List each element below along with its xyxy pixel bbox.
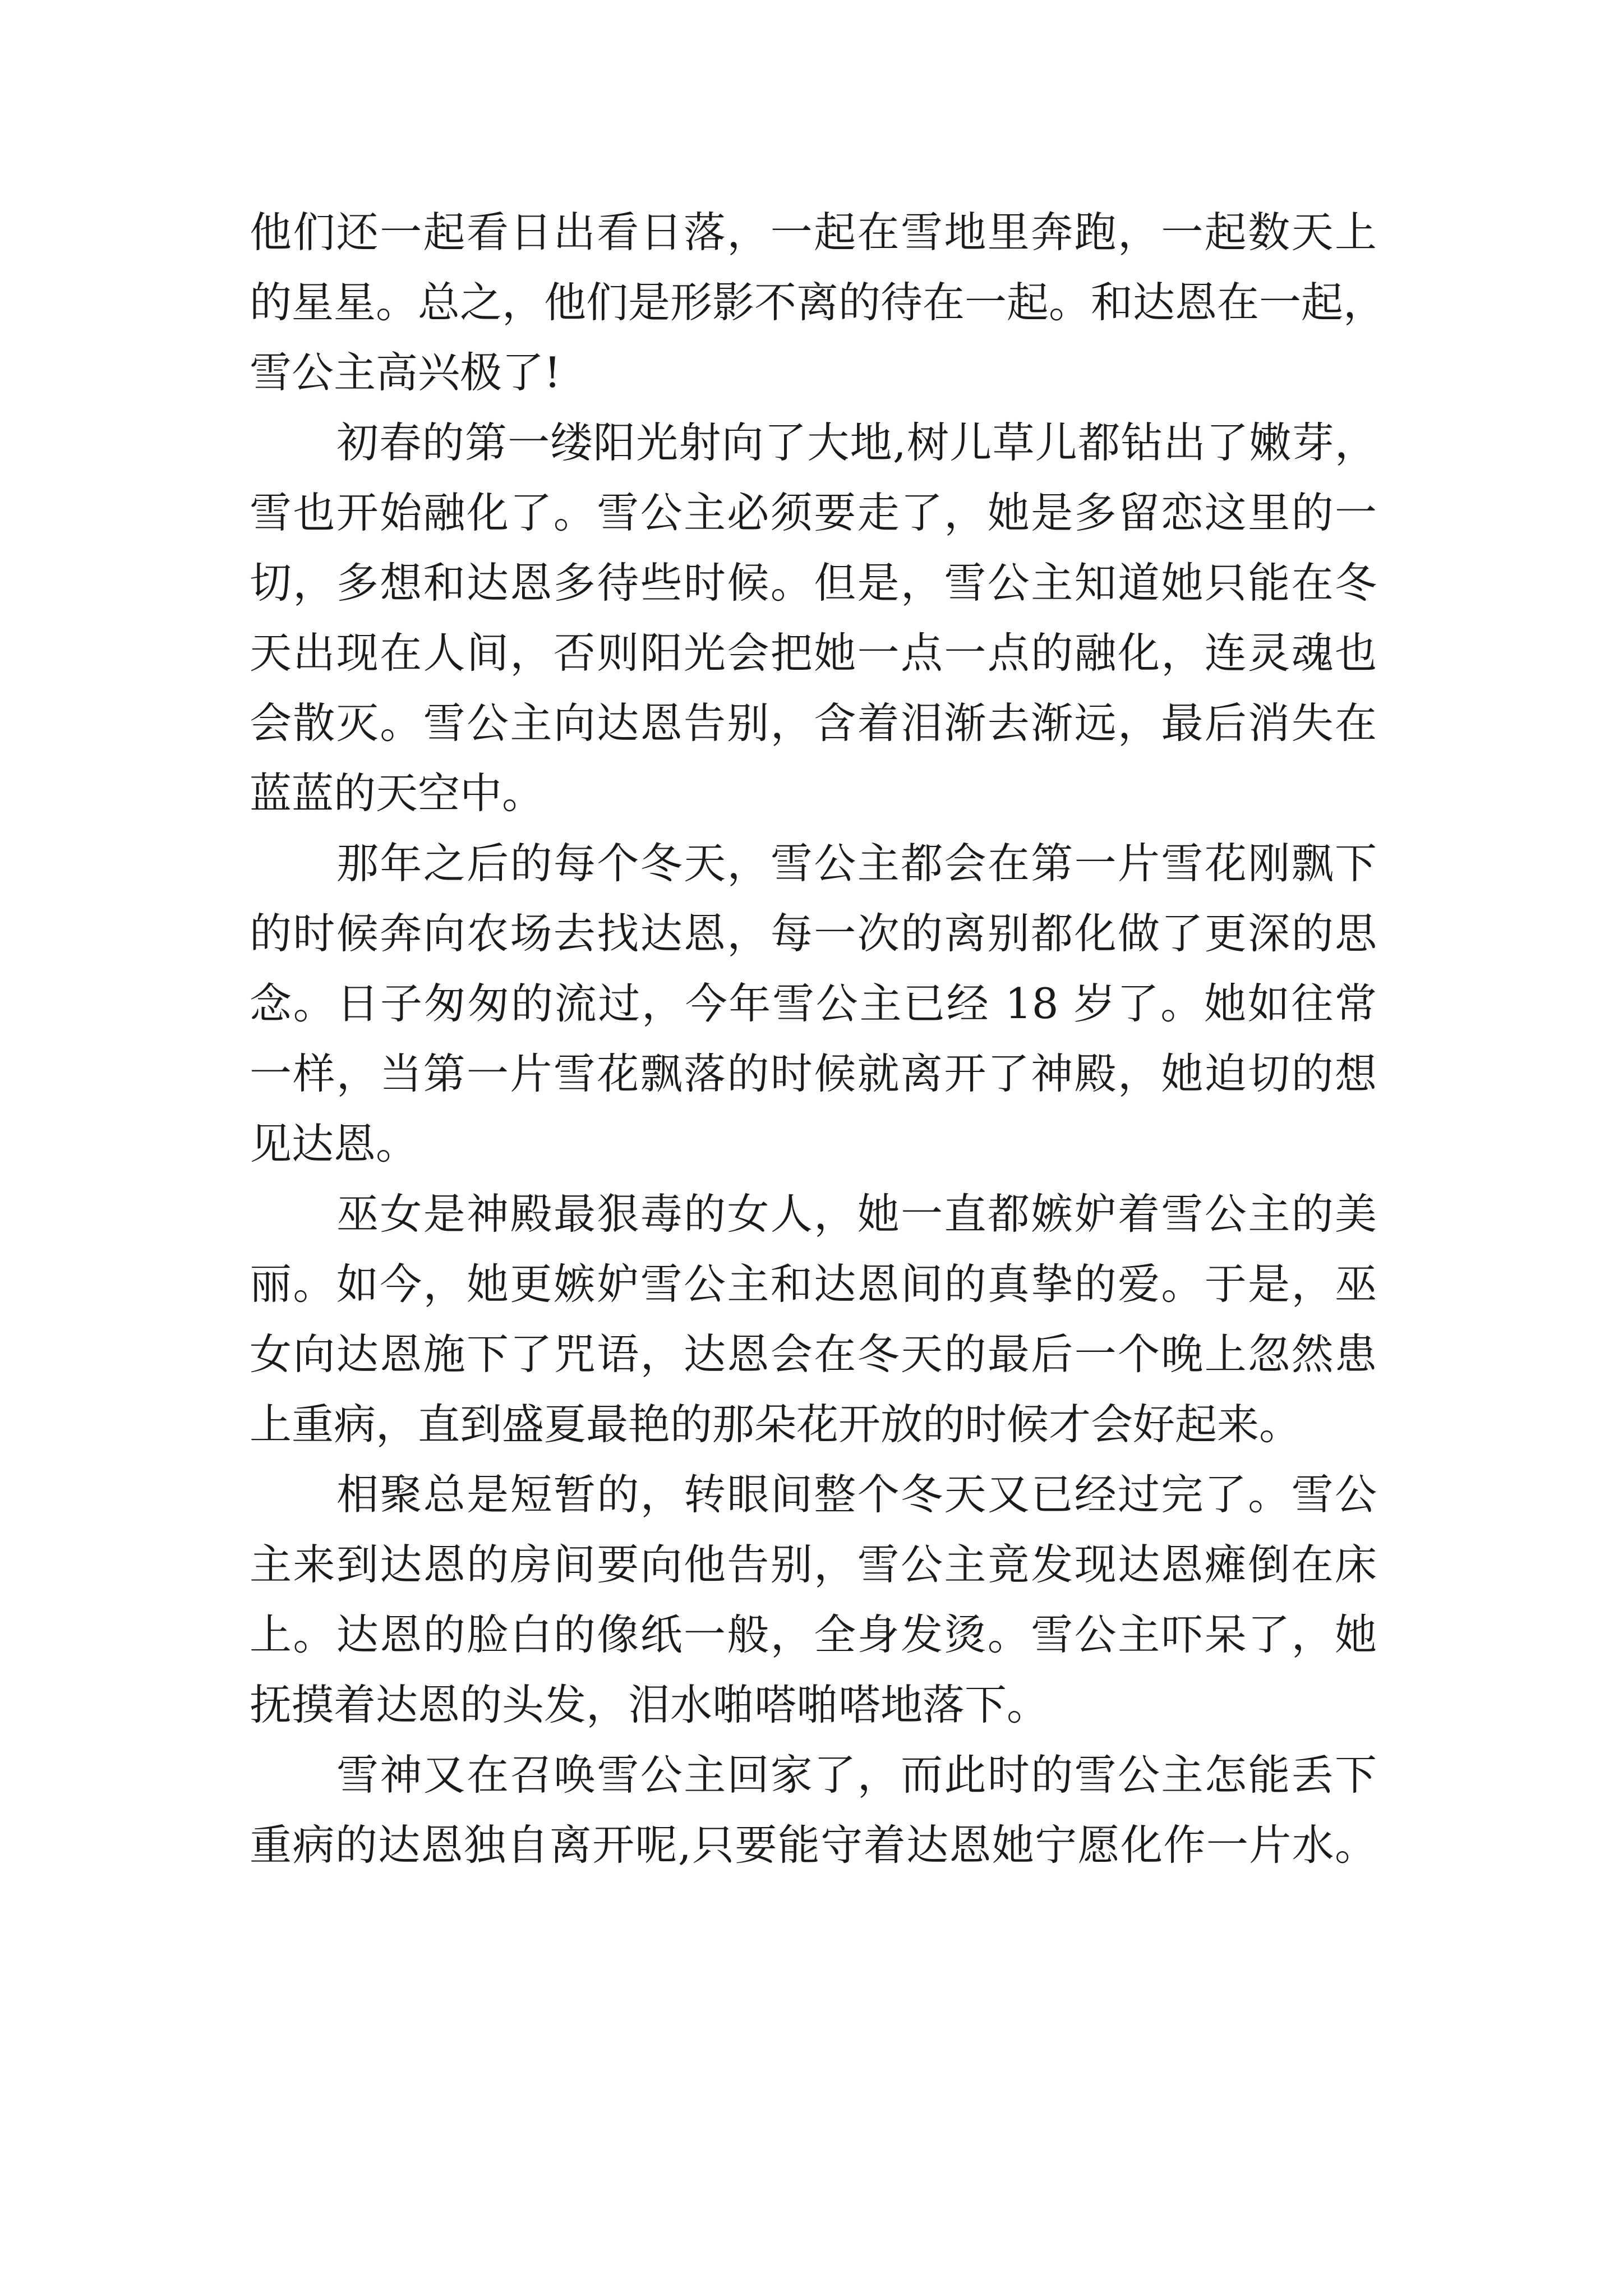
text-line: 的星星。总之，他们是形影不离的待在一起。和达恩在一起，: [250, 278, 1386, 327]
text-line: 天出现在人间，否则阳光会把她一点一点的融化，连灵魂也: [250, 628, 1377, 678]
text-line: 主来到达恩的房间要向他告别，雪公主竟发现达恩瘫倒在床: [250, 1540, 1377, 1589]
text-line: 蓝蓝的天空中。: [250, 769, 545, 818]
text-line: 雪也开始融化了。雪公主必须要走了，她是多留恋这里的一: [250, 488, 1377, 537]
text-line: 会散灭。雪公主向达恩告别，含着泪渐去渐远，最后消失在: [250, 698, 1377, 748]
text-line: 见达恩。: [250, 1119, 418, 1168]
text-line: 一样，当第一片雪花飘落的时候就离开了神殿，她迫切的想: [250, 1049, 1377, 1098]
paragraph-first-line: 初春的第一缕阳光射向了大地,树儿草儿都钻出了嫩芽，: [336, 418, 1377, 467]
text-line: 重病的达恩独自离开呢,只要能守着达恩她宁愿化作一片水。: [250, 1820, 1377, 1870]
story-text: [250, 197, 1386, 1880]
paragraph-first-line: 雪神又在召唤雪公主回家了，而此时的雪公主怎能丢下: [336, 1750, 1377, 1800]
paragraph-first-line: 巫女是神殿最狠毒的女人，她一直都嫉妒着雪公主的美: [336, 1189, 1377, 1239]
text-line: 上。达恩的脸白的像纸一般，全身发烫。雪公主吓呆了，她: [250, 1610, 1377, 1659]
text-line: 上重病，直到盛夏最艳的那朵花开放的时候才会好起来。: [250, 1400, 1302, 1449]
text-line: 抚摸着达恩的头发，泪水啪嗒啪嗒地落下。: [250, 1680, 1049, 1729]
text-line: 念。日子匆匆的流过，今年雪公主已经 18 岁了。她如往常: [250, 979, 1377, 1028]
text-line: 他们还一起看日出看日落，一起在雪地里奔跑，一起数天上: [250, 208, 1377, 257]
text-line: 丽。如今，她更嫉妒雪公主和达恩间的真挚的爱。于是，巫: [250, 1259, 1377, 1309]
text-line: 的时候奔向农场去找达恩，每一次的离别都化做了更深的思: [250, 909, 1377, 958]
text-line: 雪公主高兴极了!: [250, 348, 561, 397]
text-line: 女向达恩施下了咒语，达恩会在冬天的最后一个晚上忽然患: [250, 1329, 1377, 1379]
paragraph-first-line: 相聚总是短暂的，转眼间整个冬天又已经过完了。雪公: [336, 1470, 1377, 1519]
paragraph-first-line: 那年之后的每个冬天，雪公主都会在第一片雪花刚飘下: [336, 839, 1377, 888]
text-line: 切，多想和达恩多待些时候。但是，雪公主知道她只能在冬: [250, 558, 1377, 608]
